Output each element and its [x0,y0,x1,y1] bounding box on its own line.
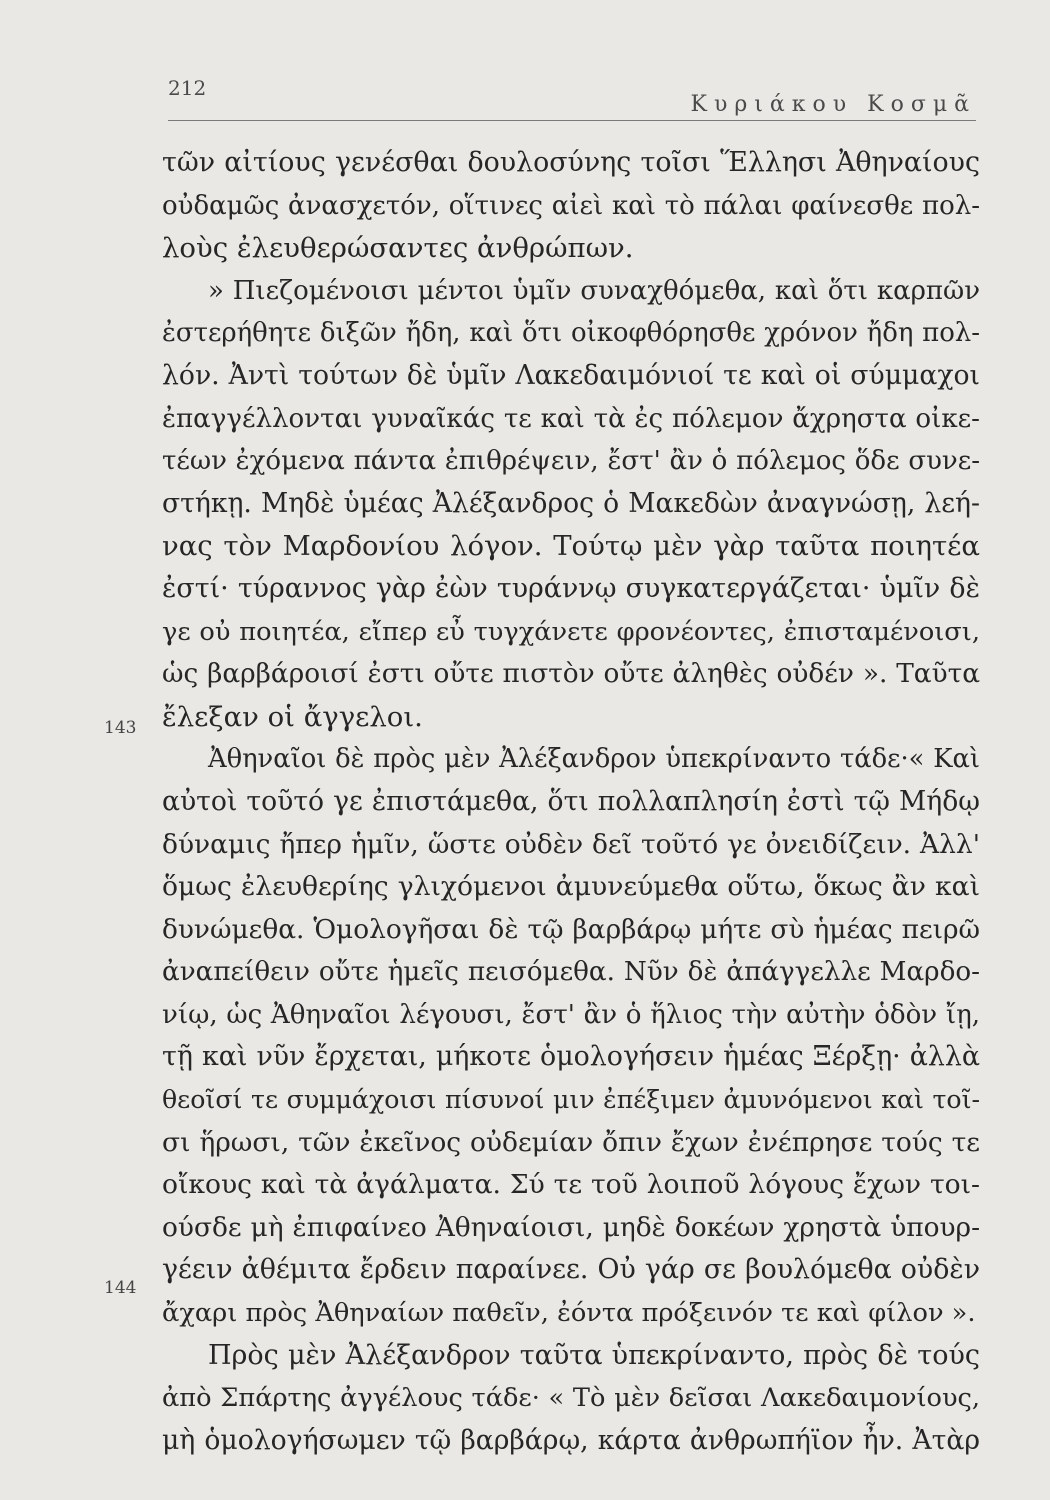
text-line: νας τὸν Μαρδονίου λόγον. Τούτῳ μὲν γὰρ ταῦτα ποιητέα [162,530,980,563]
chapter-number-144: 144 [104,1278,137,1298]
text-line: ὅμως ἐλευθερίης γλιχόμενοι ἀμυνεύμεθα οὕτω, ὅκως ἂν καὶ [162,871,980,903]
text-line: ούσδε μὴ ἐπιφαίνεο Ἀθηναίοισι, μηδὲ δοκέων χρηστὰ ὑπουρ- [162,1211,980,1243]
text-line: Πρὸς μὲν Ἀλέξανδρον ταῦτα ὑπεκρίναντο, πρὸς δὲ τούς [208,1339,980,1371]
text-line: ἐστί· τύραννος γὰρ ἐὼν τυράννῳ συγκατεργάζεται· ὑμῖν δὲ [162,572,980,604]
text-line: νίῳ, ὡς Ἀθηναῖοι λέγουσι, ἔστ' ἂν ὁ ἥλιος τὴν αὐτὴν ὁδὸν ἴῃ, [162,999,980,1030]
text-line: ἔλεξαν οἱ ἄγγελοι. [162,700,423,733]
text-line: οἴκους καὶ τὰ ἀγάλματα. Σύ τε τοῦ λοιποῦ λόγους ἔχων τοι- [162,1169,980,1201]
text-line: ἀπὸ Σπάρτης ἀγγέλους τάδε· « Τὸ μὲν δεῖσαι Λακεδαιμονίους, [162,1383,980,1414]
text-line: οὐδαμῶς ἀνασχετόν, οἵτινες αἰεὶ καὶ τὸ πάλαι φαίνεσθε πολ- [162,190,980,221]
text-line: δυνώμεθα. Ὁμολογῆσαι δὲ τῷ βαρβάρῳ μήτε σὺ ἡμέας πειρῶ [162,913,980,945]
header-rule [168,120,976,121]
page-number: 212 [168,76,207,100]
main-text [162,142,980,1462]
text-line: λόν. Ἀντὶ τούτων δὲ ὑμῖν Λακεδαιμόνιοί τε καὶ οἱ σύμμαχοι [162,359,980,391]
text-line: αὐτοὶ τοῦτό γε ἐπιστάμεθα, ὅτι πολλαπλησίη ἐστὶ τῷ Μήδῳ [162,785,980,817]
text-line: » Πιεζομένοισι μέντοι ὑμῖν συναχθόμεθα, καὶ ὅτι καρπῶν [208,275,980,306]
text-line: ἀναπείθειν οὔτε ἡμεῖς πεισόμεθα. Νῦν δὲ ἀπάγγελλε Μαρδο- [162,957,980,988]
text-line: τῶν αἰτίους γενέσθαι δουλοσύνης τοῖσι Ἕλλησι Ἀθηναίους [162,147,980,178]
text-line: σι ἥρωσι, τῶν ἐκεῖνος οὐδεμίαν ὄπιν ἔχων ἐνέπρησε τούς τε [162,1126,980,1158]
text-line: μὴ ὁμολογήσωμεν τῷ βαρβάρῳ, κάρτα ἀνθρωπήϊον ἦν. Ἀτὰρ [162,1424,980,1456]
text-line: τῇ καὶ νῦν ἔρχεται, μήκοτε ὁμολογήσειν ἡμέας Ξέρξῃ· ἀλλὰ [162,1041,980,1073]
text-line: δύναμις ἤπερ ἡμῖν, ὥστε οὐδὲν δεῖ τοῦτό γε ὀνειδίζειν. Ἀλλ' [162,828,980,860]
page-header [168,72,976,118]
text-line: στήκῃ. Μηδὲ ὑμέας Ἀλέξανδρος ὁ Μακεδὼν ἀναγνώσῃ, λεή- [162,487,980,519]
running-title: Κυριάκου Κοσμᾶ [690,92,976,117]
text-line: ἄχαρι πρὸς Ἀθηναίων παθεῖν, ἐόντα πρόξεινόν τε καὶ φίλον ». [162,1298,976,1329]
text-line: γέειν ἀθέμιτα ἔρδειν παραίνεε. Οὐ γάρ σε βουλόμεθα οὐδὲν [162,1254,980,1286]
text-line: ὡς βαρβάροισί ἐστι οὔτε πιστὸν οὔτε ἀληθὲς οὐδέν ». Ταῦτα [162,659,980,690]
text-line: τέων ἐχόμενα πάντα ἐπιθρέψειν, ἔστ' ἂν ὁ πόλεμος ὅδε συνε- [162,446,980,477]
text-line: θεοῖσί τε συμμάχοισι πίσυνοί μιν ἐπέξιμεν ἀμυνόμενοι καὶ τοῖ- [162,1085,980,1115]
text-line: γε οὐ ποιητέα, εἴπερ εὖ τυγχάνετε φρονέοντες, ἐπισταμένοισι, [162,616,980,647]
text-line: λοὺς ἐλευθερώσαντες ἀνθρώπων. [162,232,634,265]
chapter-number-143: 143 [104,718,137,738]
text-line: Ἀθηναῖοι δὲ πρὸς μὲν Ἀλέξανδρον ὑπεκρίναντο τάδε·« Καὶ [208,744,980,775]
text-line: ἐπαγγέλλονται γυναῖκάς τε καὶ τὰ ἐς πόλεμον ἄχρηστα οἰκε- [162,403,980,434]
text-line: ἐστερήθητε διξῶν ἤδη, καὶ ὅτι οἰκοφθόρησθε χρόνον ἤδη πολ- [162,318,980,349]
